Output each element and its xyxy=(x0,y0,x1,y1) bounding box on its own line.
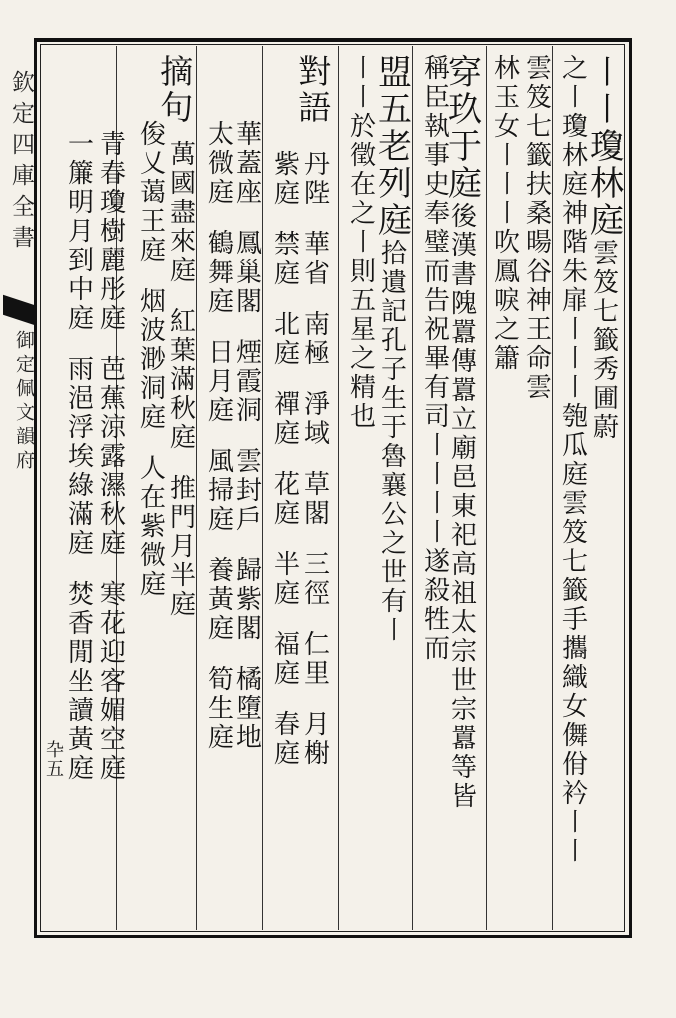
column-rule xyxy=(486,46,487,930)
phrase: 鶴舞庭 xyxy=(203,229,234,316)
pair-column xyxy=(164,140,197,1008)
fishtail-mark xyxy=(3,295,35,325)
column-rule xyxy=(338,46,339,930)
phrase: 鳳巢閣 xyxy=(231,229,262,316)
phrase: 人在紫微庭 xyxy=(135,454,166,599)
phrase: 淨域 xyxy=(299,390,330,448)
pair-column xyxy=(268,150,301,1018)
phrase: 俊乂蔼王庭 xyxy=(135,120,166,265)
headword: 穿玖于庭 xyxy=(441,54,482,202)
phrase: 丹陛 xyxy=(299,150,330,208)
phrase: 筍生庭 xyxy=(203,665,234,752)
headword: 〡〡瓊林庭 xyxy=(583,54,624,239)
annotation: 後漢書隗囂傳囂立廟邑東祀高祖太宗世宗囂等皆 xyxy=(446,202,477,811)
phrase: 歸紫閣 xyxy=(231,556,262,643)
book-title: 欽定四庫全書 xyxy=(8,70,34,256)
phrase: 華蓋座 xyxy=(231,120,262,207)
phrase: 北庭 xyxy=(269,310,300,368)
pair-column xyxy=(62,130,95,998)
text-column xyxy=(418,54,451,922)
volume-title: 御定佩文韻府 xyxy=(13,330,35,474)
phrase: 太微庭 xyxy=(203,120,234,207)
pair-column xyxy=(94,130,127,998)
pair-column xyxy=(134,120,167,988)
phrase: 養黃庭 xyxy=(203,556,234,643)
phrase: 雨浥浮埃綠滿庭 xyxy=(63,355,94,558)
pair-column xyxy=(202,120,235,988)
phrase: 青春瓊樹麗彤庭 xyxy=(95,130,126,333)
phrase: 寒花迎客媚空庭 xyxy=(95,580,126,783)
headword: 盟五老列庭 xyxy=(371,54,412,239)
phrase: 芭蕉涼露濕秋庭 xyxy=(95,355,126,558)
phrase: 華省 xyxy=(299,230,330,288)
phrase: 半庭 xyxy=(269,550,300,608)
phrase: 風掃庭 xyxy=(203,447,234,534)
annotation: 雲笈七籤秀圃蔚 xyxy=(588,239,619,442)
annotation: 雲笈七籤扶桑暘谷神王命雲 xyxy=(521,54,552,402)
phrase: 焚香閒坐讀黃庭 xyxy=(63,580,94,783)
phrase: 三徑 xyxy=(299,550,330,608)
annotation: 稱臣執事史奉璧而告祝畢有司〡〡〡〡遂殺牲而 xyxy=(419,54,450,663)
phrase: 禁庭 xyxy=(269,230,300,288)
text-column xyxy=(520,54,553,922)
text-column xyxy=(556,54,589,922)
phrase: 煙霞洞 xyxy=(231,338,262,425)
phrase: 日月庭 xyxy=(203,338,234,425)
pair-column xyxy=(298,150,331,1018)
phrase: 橘墮地 xyxy=(231,665,262,752)
headword: 之〡瓊林庭神階朱扉〡〡〡匏瓜庭 xyxy=(557,54,588,489)
phrase: 推門月半庭 xyxy=(165,474,196,619)
text-column xyxy=(488,54,521,922)
annotation: 〡〡於徵在之〡則五星之精也 xyxy=(345,54,376,431)
phrase: 烟波渺洞庭 xyxy=(135,287,166,432)
phrase: 一簾明月到中庭 xyxy=(63,130,94,333)
phrase: 南極 xyxy=(299,310,330,368)
phrase: 紅葉滿秋庭 xyxy=(165,307,196,452)
annotation: 雲笈七籤手攜織女儛佾衿〡〡 xyxy=(557,489,588,866)
phrase: 草閣 xyxy=(299,470,330,528)
phrase: 紫庭 xyxy=(269,150,300,208)
section-heading: 摘句 xyxy=(155,54,195,126)
text-column xyxy=(344,54,377,922)
annotation: 林玉女〡〡〡吹鳳唳之簫 xyxy=(489,54,520,373)
pair-column xyxy=(230,120,263,988)
section-heading: 對語 xyxy=(293,54,333,126)
phrase: 禪庭 xyxy=(269,390,300,448)
phrase: 福庭 xyxy=(269,630,300,688)
phrase: 春庭 xyxy=(269,710,300,768)
annotation: 拾遺記孔子生于魯襄公之世有〡 xyxy=(376,239,407,645)
page-number: 卆五 xyxy=(43,740,64,778)
phrase: 月榭 xyxy=(299,710,330,768)
phrase: 仁里 xyxy=(299,630,330,688)
phrase: 花庭 xyxy=(269,470,300,528)
phrase: 萬國盡來庭 xyxy=(165,140,196,285)
phrase: 雲封戶 xyxy=(231,447,262,534)
